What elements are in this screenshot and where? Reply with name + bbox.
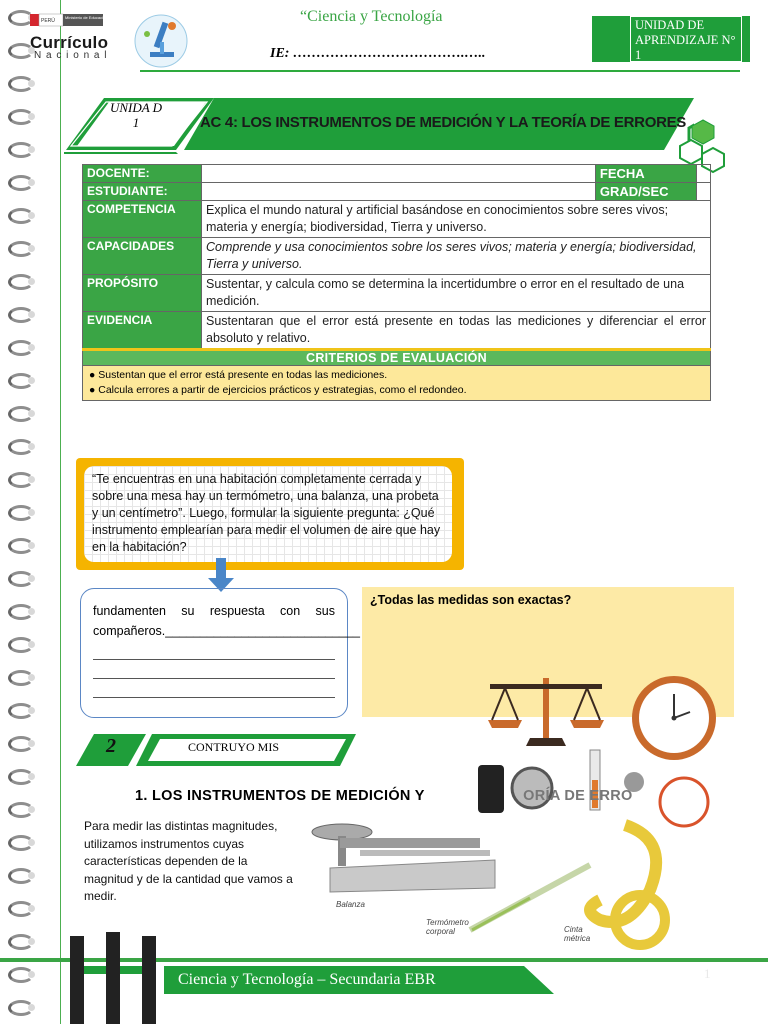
answer-prompt: fundamenten su respuesta con sus compañeros.____________________________ bbox=[93, 604, 360, 638]
evidencia-label: EVIDENCIA bbox=[83, 312, 202, 350]
estudiante-field[interactable] bbox=[202, 183, 596, 201]
binding-hole bbox=[28, 806, 35, 813]
margin-line bbox=[60, 0, 61, 1024]
question-box bbox=[76, 458, 464, 570]
beam-balance-icon bbox=[312, 824, 495, 892]
caption-balanza: Balanza bbox=[336, 900, 365, 909]
binding-hole bbox=[28, 542, 35, 549]
binding-hole bbox=[28, 971, 35, 978]
docente-label: DOCENTE: bbox=[83, 165, 202, 183]
ie-field-line: IE: ……………………………….….. bbox=[270, 46, 486, 61]
fecha-label: FECHA bbox=[595, 165, 696, 183]
capacidades-text: Comprende y usa conocimientos sobre los seres vivos; materia y energía; biodiversidad, Tierra y universo. bbox=[202, 238, 711, 275]
logo-word-nacional: Nacional bbox=[34, 50, 112, 61]
binding-hole bbox=[28, 410, 35, 417]
binding-hole bbox=[28, 1004, 35, 1011]
binding-hole bbox=[28, 146, 35, 153]
proposito-text: Sustentar, y calcula como se determina la incertidumbre o error en el resultado de una medición. bbox=[202, 275, 711, 312]
table-row bbox=[83, 275, 711, 312]
binding-hole bbox=[28, 179, 35, 186]
logo-word-curriculo: Currículo bbox=[30, 33, 109, 52]
clock-icon bbox=[632, 676, 716, 760]
intro-paragraph: Para medir las distintas magnitudes, utilizamos instrumentos cuyas características dependen de la magnitud y de la cantidad que vamos a medir. bbox=[84, 819, 293, 903]
binding-hole bbox=[28, 377, 35, 384]
answer-line[interactable] bbox=[93, 660, 335, 679]
binding-hole bbox=[28, 674, 35, 681]
binding-hole bbox=[28, 608, 35, 615]
binding-hole bbox=[28, 80, 35, 87]
footer-bars-decor bbox=[68, 932, 164, 1024]
section-number: 2 bbox=[106, 735, 116, 757]
docente-field[interactable] bbox=[202, 165, 596, 183]
proposito-label: PROPÓSITO bbox=[83, 275, 202, 312]
binding-hole bbox=[28, 641, 35, 648]
info-table bbox=[82, 164, 711, 401]
criterios-list bbox=[83, 366, 711, 401]
table-row bbox=[83, 201, 711, 238]
competencia-label: COMPETENCIA bbox=[83, 201, 202, 238]
binding-hole bbox=[28, 575, 35, 582]
footer-text: Ciencia y Tecnología – Secundaria EBR bbox=[178, 971, 436, 988]
page-number: 1 bbox=[704, 966, 711, 981]
fecha-field[interactable] bbox=[696, 165, 710, 183]
header-title: “Ciencia y Tecnología bbox=[300, 8, 443, 25]
criterio-item: ● Calcula errores a partir de ejercicios prácticos y estrategias, como el redondeo. bbox=[89, 384, 467, 396]
criterios-title: CRITERIOS DE EVALUACIÓN bbox=[83, 350, 711, 366]
binding-hole bbox=[28, 113, 35, 120]
estudiante-label: ESTUDIANTE: bbox=[83, 183, 202, 201]
binding-hole bbox=[28, 509, 35, 516]
spiral-binding bbox=[0, 0, 60, 1024]
header-rule bbox=[140, 70, 740, 72]
caption-termometro: Termómetro corporal bbox=[426, 918, 469, 936]
evidencia-text: Sustentaran que el error está presente en todas las mediciones y diferenciar el error absoluto y relativo. bbox=[202, 312, 711, 350]
binding-hole bbox=[28, 245, 35, 252]
binding-hole bbox=[28, 212, 35, 219]
binding-hole bbox=[28, 839, 35, 846]
section-label: CONTRUYO MIS bbox=[188, 740, 280, 754]
answer-box[interactable] bbox=[80, 588, 360, 718]
activity-title: AC 4: LOS INSTRUMENTOS DE MEDICIÓN Y LA TEORÍA DE ERRORES bbox=[200, 114, 687, 131]
table-row bbox=[83, 312, 711, 350]
binding-hole bbox=[28, 938, 35, 945]
competencia-text: Explica el mundo natural y artificial basándose en conocimientos sobre seres vivos; materia y energía; biodiversidad, Tierra y universo. bbox=[202, 201, 711, 238]
question-text: “Te encuentras en una habitación completamente cerrada y sobre una mesa hay un termómetro, una balanza, una probeta y un centímetro”. Luego, formular la siguiente pregunta: ¿Qué instrumento emplearían para medir el volumen de aire que hay en la habitación? bbox=[84, 466, 452, 562]
binding-hole bbox=[28, 476, 35, 483]
caption-cinta: Cinta métrica bbox=[564, 925, 591, 943]
answer-line[interactable] bbox=[93, 679, 335, 698]
binding-hole bbox=[28, 707, 35, 714]
unit-badge bbox=[592, 16, 750, 62]
gradsec-field[interactable] bbox=[696, 183, 710, 201]
binding-hole bbox=[28, 344, 35, 351]
binding-hole bbox=[28, 872, 35, 879]
section-heading bbox=[135, 788, 633, 804]
binding-hole bbox=[28, 278, 35, 285]
banner-unit-label: UNIDA D 1 bbox=[109, 100, 163, 130]
microscope-logo-icon bbox=[132, 12, 190, 70]
binding-hole bbox=[28, 311, 35, 318]
criterio-item: ● Sustentan que el error está presente en todas las mediciones. bbox=[89, 369, 388, 381]
balance-scale-icon bbox=[488, 678, 604, 746]
table-row bbox=[83, 183, 711, 201]
gradsec-label: GRAD/SEC bbox=[595, 183, 696, 201]
section-heading-partial: ORÍA DE ERRO bbox=[523, 788, 633, 804]
table-row bbox=[83, 350, 711, 366]
binding-hole bbox=[28, 740, 35, 747]
exact-question: ¿Todas las medidas son exactas? bbox=[370, 593, 572, 607]
binding-hole bbox=[28, 905, 35, 912]
ministry-text: Ministerio de Educación bbox=[65, 15, 108, 20]
table-row bbox=[83, 165, 711, 183]
table-row bbox=[83, 366, 711, 401]
binding-hole bbox=[28, 443, 35, 450]
peru-text: PERÚ bbox=[41, 18, 55, 24]
table-row bbox=[83, 238, 711, 275]
unit-badge-text: UNIDAD DE APRENDIZAJE N° 1 bbox=[630, 16, 742, 62]
section-heading-text: 1. LOS INSTRUMENTOS DE MEDICIÓN Y bbox=[135, 788, 425, 804]
capacidades-label: CAPACIDADES bbox=[83, 238, 202, 275]
binding-hole bbox=[28, 773, 35, 780]
instruments-photo bbox=[300, 810, 700, 950]
answer-line[interactable] bbox=[93, 641, 335, 660]
